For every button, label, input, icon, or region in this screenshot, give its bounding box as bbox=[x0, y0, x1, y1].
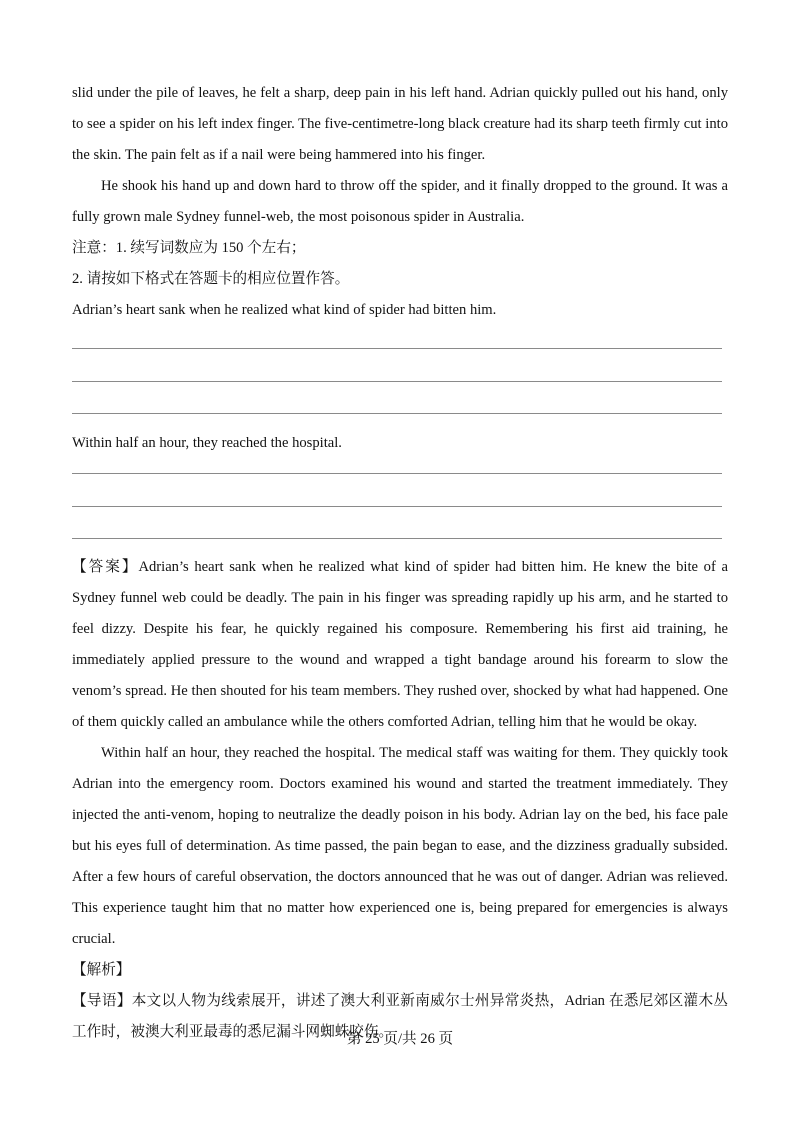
answer-paragraph-1 bbox=[72, 552, 728, 738]
note-answer-format: 2. 请按如下格式在答题卡的相应位置作答。 bbox=[72, 271, 350, 287]
continuation-prompt-1: Adrian’s heart sank when he realized what kind of spider had bitten him. bbox=[72, 302, 497, 318]
answer-lines-block-1 bbox=[72, 326, 728, 414]
answer-text-1: Adrian’s heart sank when he realized what kind of spider had bitten him. He knew the bite of a Sydney funnel web could be deadly. The pain in his finger was spreading rapidly up his arm, and he started to feel dizzy. Despite his fear, he quickly regained his composure. Remembering his first aid training, he immediately applied pressure to the wound and wrapped a tight bandage around his forearm to slow the venom’s spread. He then shouted for his team members. They rushed over, shocked by what had happened. One of them quickly called an ambulance while the others comforted Adrian, telling him that he would be okay. bbox=[72, 559, 728, 730]
answer-label: 【答案】 bbox=[72, 559, 139, 575]
story-paragraph-2: He shook his hand up and down hard to throw off the spider, and it finally dropped to the ground. It was a fully grown male Sydney funnel-web, the most poisonous spider in Australia. bbox=[72, 178, 728, 225]
page-indicator: 第 25 页/共 26 页 bbox=[346, 1031, 454, 1047]
document-page bbox=[72, 78, 728, 1048]
analysis-label: 【解析】 bbox=[72, 962, 131, 978]
writing-line bbox=[72, 538, 722, 539]
story-paragraph-1: slid under the pile of leaves, he felt a sharp, deep pain in his left hand. Adrian quickly pulled out his hand, only to see a spider on his left index finger. The five-centimetre-long black creature had its sharp teeth firmly cut into the skin. The pain felt as if a nail were being hammered into his finger. bbox=[72, 85, 728, 163]
answer-lines-block-2 bbox=[72, 459, 728, 539]
page-footer bbox=[0, 1029, 800, 1049]
note-word-count: 注意：1. 续写词数应为 150 个左右； bbox=[72, 240, 306, 256]
writing-line bbox=[72, 413, 722, 414]
guide-label: 【导语】 bbox=[72, 993, 132, 1009]
continuation-prompt-2: Within half an hour, they reached the hospital. bbox=[72, 435, 342, 451]
guide-text: 本文以人物为线索展开，讲述了澳大利亚新南威尔士州异常炎热，Adrian 在悉尼郊区灌木丛工作时，被澳大利亚最毒的悉尼漏斗网蜘蛛咬伤。 bbox=[72, 993, 728, 1040]
answer-paragraph-2: Within half an hour, they reached the hospital. The medical staff was waiting for them. They quickly took Adrian into the emergency room. Doctors examined his wound and started the treatment immediately. They injected the anti-venom, hoping to neutralize the deadly poison in his body. Adrian lay on the bed, his face pale but his eyes full of determination. As time passed, the pain began to ease, and the dizziness gradually subsided. After a few hours of careful observation, the doctors announced that he was out of danger. Adrian was relieved. This experience taught him that no matter how experienced one is, being prepared for emergencies is always crucial. bbox=[72, 745, 728, 947]
